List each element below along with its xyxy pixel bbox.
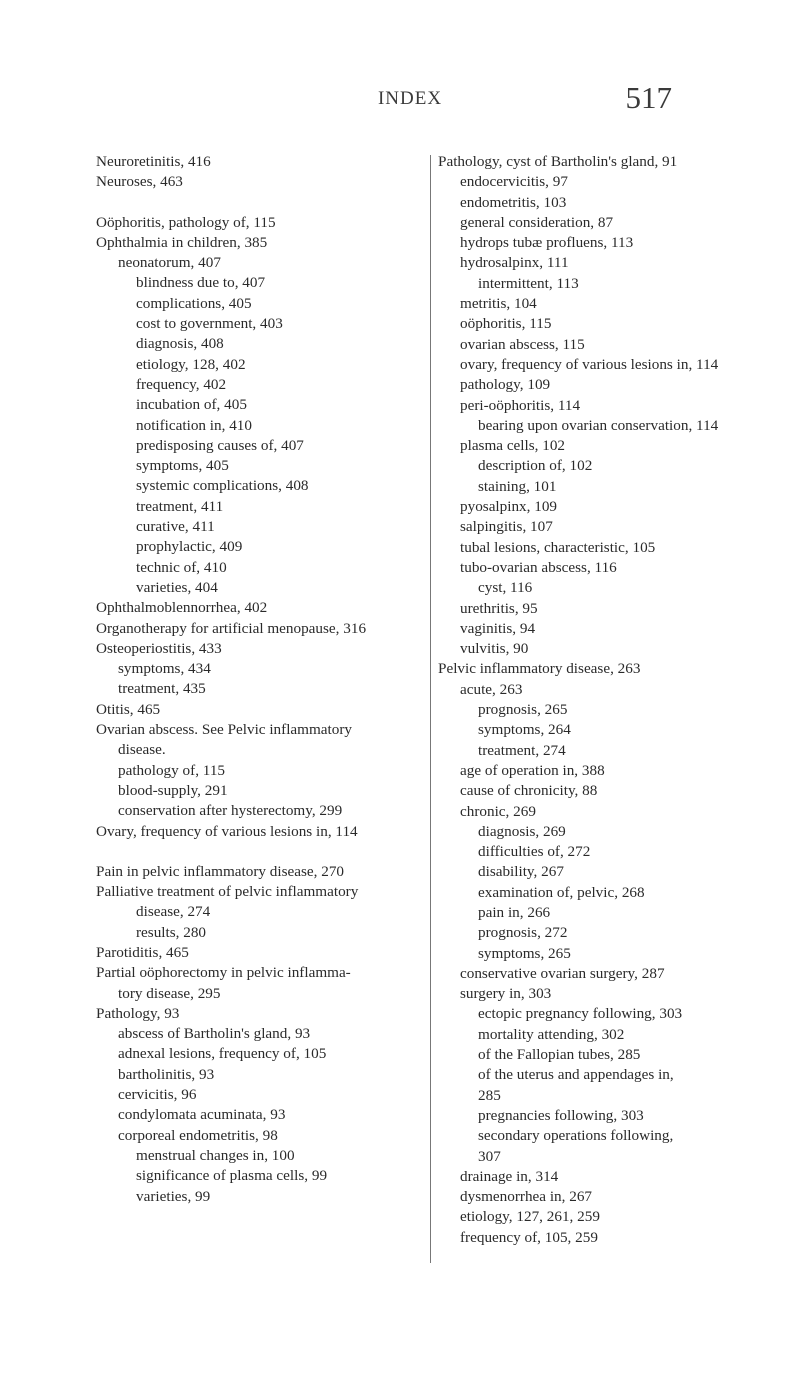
index-subentry: vulvitis, 90 [460,640,529,658]
index-entry: Palliative treatment of pelvic inflammatory [96,883,359,901]
index-subentry: tory disease, 295 [118,984,221,1002]
index-subentry: disability, 267 [478,863,564,881]
index-subentry: ectopic pregnancy following, 303 [478,1005,683,1023]
index-subentry: secondary operations following, [478,1127,674,1145]
index-entry: Oöphoritis, pathology of, 115 [96,213,276,231]
index-subentry: dysmenorrhea in, 267 [460,1188,593,1206]
index-subentry: frequency, 402 [136,375,227,393]
index-subentry: 307 [478,1147,501,1165]
index-subentry: mortality attending, 302 [478,1025,625,1043]
index-subentry: conservative ovarian surgery, 287 [460,964,665,982]
index-subentry: diagnosis, 269 [478,822,566,840]
index-subentry: staining, 101 [478,477,557,495]
index-subentry: cyst, 116 [478,579,533,597]
index-entry: Ophthalmia in children, 385 [96,233,268,251]
index-subentry: prognosis, 265 [478,701,568,719]
page-number: 517 [625,80,672,115]
index-subentry: bearing upon ovarian conservation, 114 [478,416,719,434]
index-subentry: ovary, frequency of various lesions in, 114 [460,355,719,373]
index-subentry: cervicitis, 96 [118,1086,197,1104]
index-subentry: 285 [478,1086,501,1104]
index-subentry: acute, 263 [460,680,523,698]
index-subentry: varieties, 404 [136,578,218,596]
index-column-left [96,152,426,1207]
index-subentry: corporeal endometritis, 98 [118,1126,278,1144]
index-subentry: metritis, 104 [460,295,537,313]
index-subentry: of the Fallopian tubes, 285 [478,1046,641,1064]
index-subentry: difficulties of, 272 [478,843,591,861]
index-subentry: varieties, 99 [136,1187,211,1205]
index-subentry: predisposing causes of, 407 [136,436,304,454]
index-subentry: bartholinitis, 93 [118,1065,215,1083]
index-subentry: significance of plasma cells, 99 [136,1167,328,1185]
index-subentry: treatment, 411 [136,497,224,515]
index-subentry: pyosalpinx, 109 [460,498,558,516]
index-subentry: surgery in, 303 [460,985,552,1003]
index-subentry: prophylactic, 409 [136,538,243,556]
index-subentry: incubation of, 405 [136,396,247,414]
index-subentry: disease, 274 [136,903,211,921]
index-subentry: hydrops tubæ profluens, 113 [460,234,634,252]
index-subentry: treatment, 274 [478,741,566,759]
index-subentry: symptoms, 264 [478,721,571,739]
index-subentry: abscess of Bartholin's gland, 93 [118,1025,311,1043]
index-subentry: endocervicitis, 97 [460,173,568,191]
index-subentry: systemic complications, 408 [136,477,309,495]
index-subentry: examination of, pelvic, 268 [478,883,645,901]
index-subentry: cause of chronicity, 88 [460,782,598,800]
index-subentry: chronic, 269 [460,802,536,820]
index-subentry: conservation after hysterectomy, 299 [118,802,343,820]
index-subentry: pathology of, 115 [118,761,226,779]
index-entry: Otitis, 465 [96,700,161,718]
section-gap [96,193,426,213]
index-entry: Pelvic inflammatory disease, 263 [438,660,641,678]
index-subentry: drainage in, 314 [460,1167,559,1185]
index-subentry: complications, 405 [136,294,252,312]
index-subentry: age of operation in, 388 [460,761,605,779]
index-subentry: etiology, 128, 402 [136,355,246,373]
index-subentry: general consideration, 87 [460,213,614,231]
index-subentry: urethritis, 95 [460,599,538,617]
index-subentry: tubal lesions, characteristic, 105 [460,538,656,556]
index-entry: Organotherapy for artificial menopause, 316 [96,619,367,637]
section-gap [96,842,426,862]
index-entry: Pathology, cyst of Bartholin's gland, 91 [438,153,678,170]
index-subentry: pain in, 266 [478,903,551,921]
index-subentry: peri-oöphoritis, 114 [460,396,581,414]
index-subentry: curative, 411 [136,518,215,536]
index-subentry: pathology, 109 [460,376,551,394]
index-subentry: notification in, 410 [136,416,252,434]
index-entry: Parotiditis, 465 [96,943,189,961]
index-subentry: condylomata acuminata, 93 [118,1106,286,1124]
index-entry: Osteoperiostitis, 433 [96,639,222,657]
index-subentry: results, 280 [136,923,207,941]
index-entry: Ovarian abscess. See Pelvic inflammatory [96,721,352,739]
index-subentry: description of, 102 [478,457,593,475]
index-entry: Partial oöphorectomy in pelvic inflamma- [96,964,351,982]
index-subentry: frequency of, 105, 259 [460,1228,598,1246]
index-subentry: pregnancies following, 303 [478,1106,644,1124]
index-subentry: of the uterus and appendages in, [478,1066,674,1084]
index-subentry: oöphoritis, 115 [460,315,552,333]
index-subentry: menstrual changes in, 100 [136,1146,295,1164]
index-subentry: prognosis, 272 [478,924,568,942]
index-subentry: hydrosalpinx, 111 [460,254,569,272]
page-header [0,80,800,120]
column-divider [430,155,431,1263]
index-subentry: endometritis, 103 [460,193,567,211]
index-subentry: blood-supply, 291 [118,781,228,799]
index-subentry: technic of, 410 [136,558,227,576]
index-entry: Neuroses, 463 [96,173,183,191]
index-entry: Ovary, frequency of various lesions in, 114 [96,822,358,840]
index-subentry: tubo-ovarian abscess, 116 [460,558,617,576]
index-entry: Neuroretinitis, 416 [96,153,211,170]
index-subentry: intermittent, 113 [478,274,579,292]
index-subentry: blindness due to, 407 [136,274,266,292]
index-subentry: symptoms, 405 [136,457,229,475]
index-subentry: treatment, 435 [118,680,206,698]
index-subentry: salpingitis, 107 [460,518,553,536]
index-subentry: plasma cells, 102 [460,437,566,455]
running-head-title: INDEX [377,88,443,109]
index-subentry: adnexal lesions, frequency of, 105 [118,1045,327,1063]
index-subentry: symptoms, 265 [478,944,571,962]
index-entry: Pain in pelvic inflammatory disease, 270 [96,862,345,880]
index-subentry: cost to government, 403 [136,315,283,333]
index-subentry: neonatorum, 407 [118,254,221,272]
index-subentry: diagnosis, 408 [136,335,224,353]
index-subentry: ovarian abscess, 115 [460,335,585,353]
index-entry: Pathology, 93 [96,1004,180,1022]
index-subentry: disease. [118,741,166,759]
index-subentry: etiology, 127, 261, 259 [460,1208,600,1226]
index-subentry: symptoms, 434 [118,660,211,678]
index-subentry: vaginitis, 94 [460,619,536,637]
index-column-right [438,152,743,1248]
index-entry: Ophthalmoblennorrhea, 402 [96,599,268,617]
